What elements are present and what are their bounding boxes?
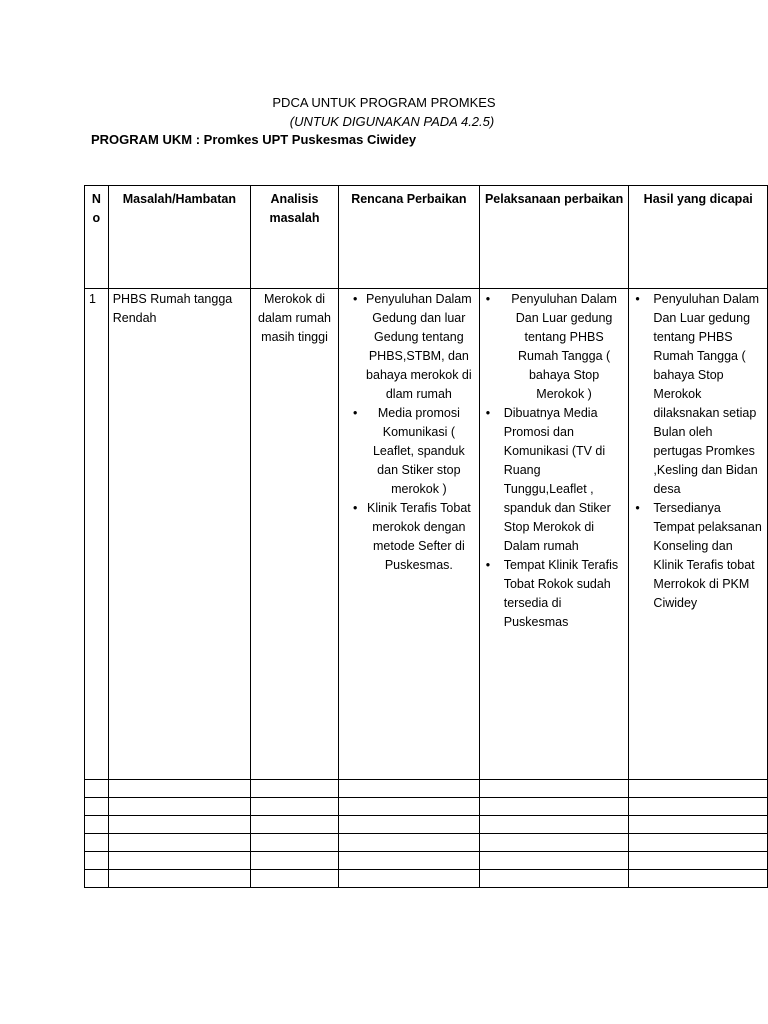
rencana-list	[343, 290, 475, 575]
empty-cell	[629, 816, 768, 834]
list-item: • Klinik Terafis Tobat merokok dengan metode Sefter di Puskesmas.	[363, 499, 475, 575]
empty-cell	[251, 798, 339, 816]
empty-cell	[479, 816, 629, 834]
empty-cell	[339, 780, 480, 798]
cell-hasil	[629, 289, 768, 780]
empty-table-row	[85, 780, 768, 798]
hasil-list	[633, 290, 763, 613]
empty-cell	[251, 834, 339, 852]
empty-cell	[339, 834, 480, 852]
list-item: • Dibuatnya Media Promosi dan Komunikasi (TV di Ruang Tunggu,Leaflet , spanduk dan Stiker Stop Merokok di Dalam rumah	[504, 404, 625, 556]
document-subtitle: (UNTUK DIGUNAKAN PADA 4.2.5)	[289, 114, 495, 129]
list-item: • Penyuluhan Dalam Dan Luar gedung tentang PHBS Rumah Tangga ( bahaya Stop Merokok )	[504, 290, 625, 404]
list-item: • Penyuluhan Dalam Dan Luar gedung tentang PHBS Rumah Tangga ( bahaya Stop Merokok dilaksnakan setiap Bulan oleh pertugas Promkes ,Kesling dan Bidan desa	[653, 290, 763, 499]
program-label: PROGRAM UKM : Promkes UPT Puskesmas Ciwidey	[91, 132, 417, 147]
empty-cell	[251, 780, 339, 798]
empty-cell	[85, 870, 109, 888]
cell-pelaksanaan	[479, 289, 629, 780]
empty-cell	[629, 870, 768, 888]
empty-cell	[108, 798, 250, 816]
empty-cell	[108, 780, 250, 798]
header-hasil: Hasil yang dicapai	[629, 186, 768, 289]
empty-cell	[85, 798, 109, 816]
empty-cell	[479, 834, 629, 852]
empty-cell	[629, 780, 768, 798]
list-item: • Tempat Klinik Terafis Tobat Rokok sudah tersedia di Puskesmas	[504, 556, 625, 632]
list-item: • Media promosi Komunikasi ( Leaflet, spanduk dan Stiker stop merokok )	[363, 404, 475, 499]
cell-rencana	[339, 289, 480, 780]
empty-cell	[108, 834, 250, 852]
header-pelaksanaan: Pelaksanaan perbaikan	[479, 186, 629, 289]
empty-cell	[85, 852, 109, 870]
list-item: • Penyuluhan Dalam Gedung dan luar Gedung tentang PHBS,STBM, dan bahaya merokok di dlam rumah	[363, 290, 475, 404]
empty-cell	[85, 816, 109, 834]
cell-analisis: Merokok di dalam rumah masih tinggi	[251, 289, 339, 780]
cell-masalah: PHBS Rumah tangga Rendah	[108, 289, 250, 780]
empty-cell	[108, 816, 250, 834]
empty-cell	[108, 852, 250, 870]
empty-cell	[339, 798, 480, 816]
empty-cell	[251, 870, 339, 888]
empty-cell	[85, 834, 109, 852]
empty-table-row	[85, 798, 768, 816]
empty-cell	[629, 852, 768, 870]
empty-cell	[108, 870, 250, 888]
empty-cell	[251, 816, 339, 834]
empty-cell	[251, 852, 339, 870]
empty-cell	[479, 780, 629, 798]
empty-cell	[629, 834, 768, 852]
pelaksanaan-list	[484, 290, 625, 632]
header-masalah: Masalah/Hambatan	[108, 186, 250, 289]
empty-cell	[339, 816, 480, 834]
cell-no: 1	[85, 289, 109, 780]
empty-cell	[629, 798, 768, 816]
empty-table-row	[85, 816, 768, 834]
document-title: PDCA UNTUK PROGRAM PROMKES	[272, 95, 496, 110]
header-rencana: Rencana Perbaikan	[339, 186, 480, 289]
table-header-row	[85, 186, 768, 289]
header-no: N o	[85, 186, 109, 289]
empty-cell	[339, 870, 480, 888]
header-analisis: Analisis masalah	[251, 186, 339, 289]
empty-cell	[479, 852, 629, 870]
empty-cell	[479, 798, 629, 816]
empty-table-row	[85, 834, 768, 852]
empty-cell	[339, 852, 480, 870]
table-row	[85, 289, 768, 780]
pdca-table	[84, 185, 768, 888]
empty-table-row	[85, 852, 768, 870]
empty-cell	[85, 780, 109, 798]
empty-cell	[479, 870, 629, 888]
list-item: • Tersedianya Tempat pelaksanan Konseling dan Klinik Terafis tobat Merrokok di PKM Ciwidey	[653, 499, 763, 613]
empty-table-row	[85, 870, 768, 888]
